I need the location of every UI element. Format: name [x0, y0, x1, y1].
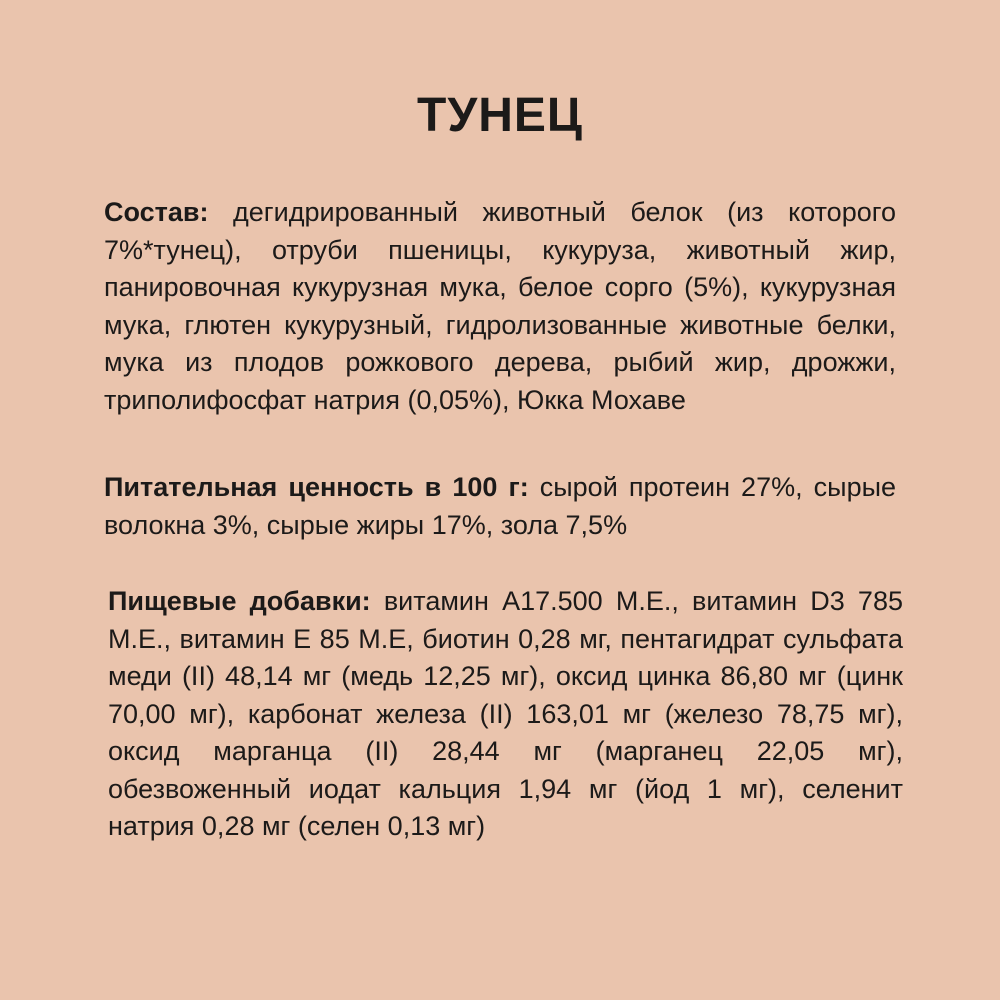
- additives-text: витамин А17.500 М.Е., витамин D3 785 М.Е., витамин Е 85 М.Е, биотин 0,28 мг, пентагидрат сульфата меди (II) 48,14 мг (медь 12,25 мг), оксид цинка 86,80 мг (цинк 70,00 мг), карбонат железа (II) 163,01 мг (железо 78,75 мг), оксид марганца (II) 28,44 мг (марганец 22,05 мг), обезвоженный иодат кальция 1,94 мг (йод 1 мг), селенит натрия 0,28 мг (селен 0,13 мг): [108, 586, 903, 841]
- additives-section: [108, 583, 903, 846]
- ingredients-section: [104, 194, 896, 419]
- product-title: ТУНЕЦ: [417, 89, 583, 142]
- nutrition-section: [104, 469, 896, 544]
- ingredients-text: дегидрированный животный белок (из которого 7%*тунец), отруби пшеницы, кукуруза, животный жир, панировочная кукурузная мука, белое сорго (5%), кукурузная мука, глютен кукурузный, гидролизованные животные белки, мука из плодов рожкового дерева, рыбий жир, дрожжи, триполифосфат натрия (0,05%), Юкка Мохаве: [104, 197, 896, 415]
- nutrition-text: сырой протеин 27%, сырые волокна 3%, сырые жиры 17%, зола 7,5%: [104, 472, 897, 540]
- nutrition-label: Питательная ценность в 100 г:: [104, 472, 529, 502]
- ingredients-label: Состав:: [104, 197, 209, 227]
- additives-label: Пищевые добавки:: [108, 586, 371, 616]
